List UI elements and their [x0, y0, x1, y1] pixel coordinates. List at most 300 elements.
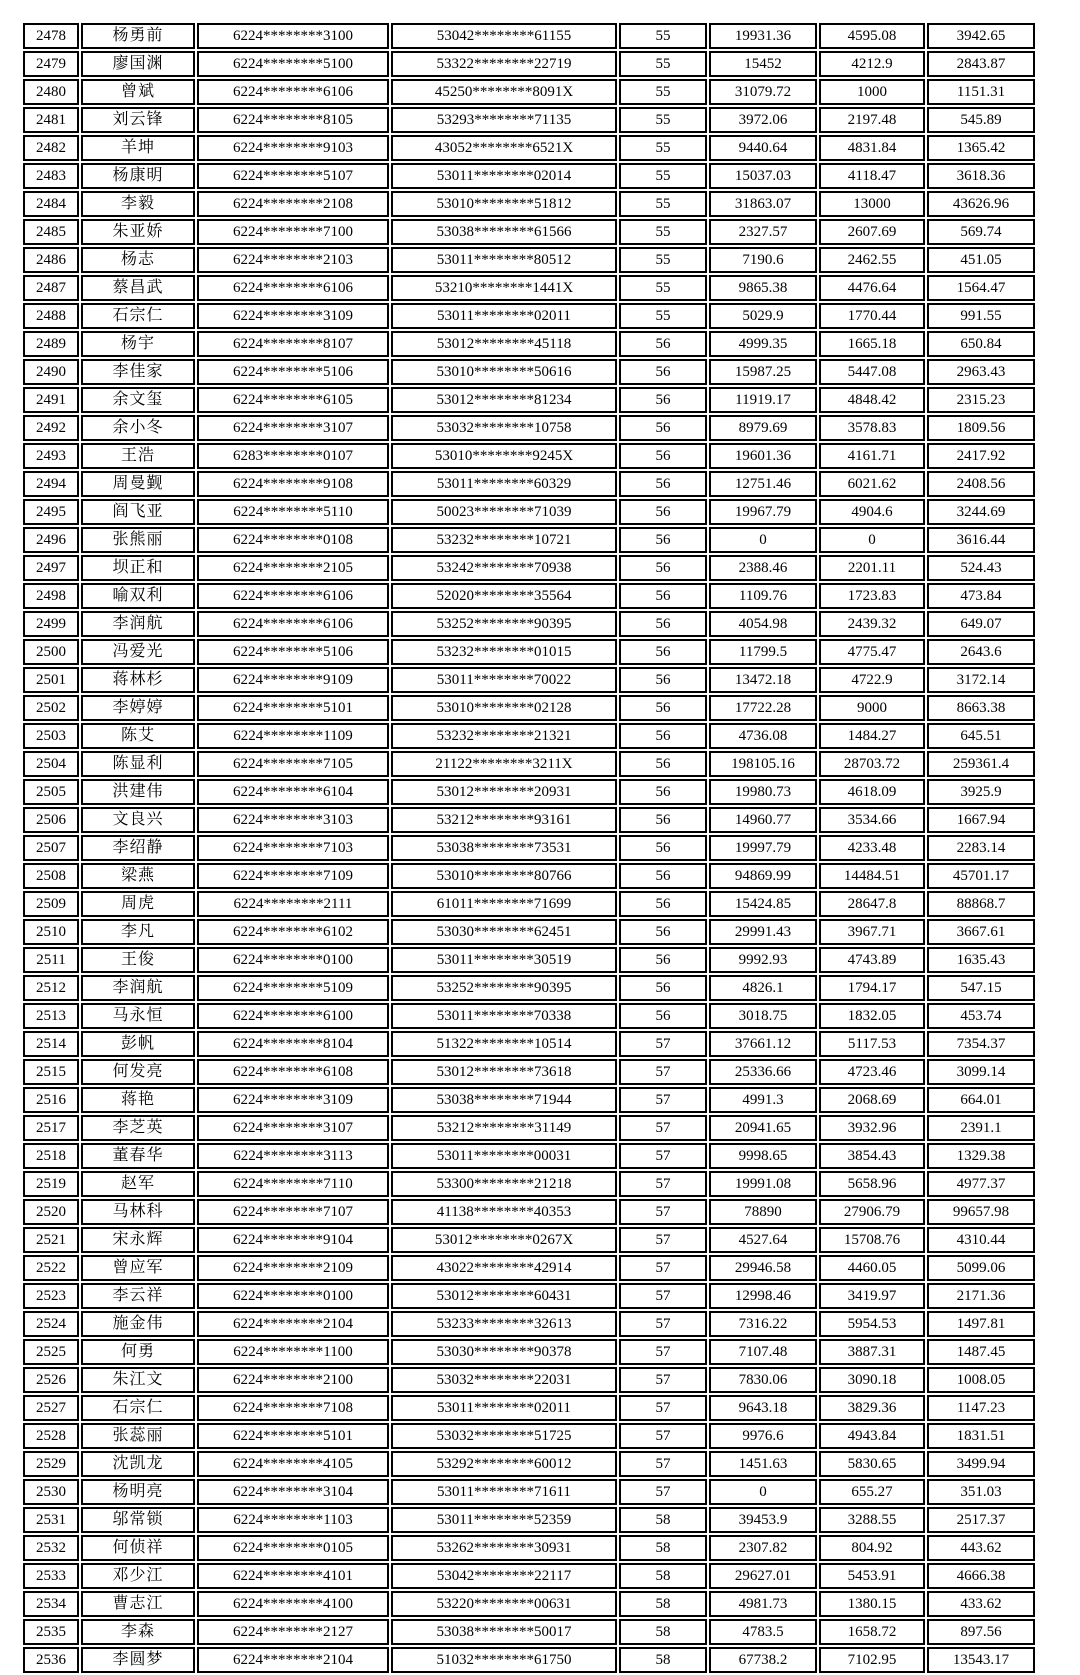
card-number-cell: 6224********6106: [197, 583, 389, 609]
card-number-cell: 6224********3104: [197, 1479, 389, 1505]
id-number-cell: 53012********81234: [391, 387, 617, 413]
amount-2-cell: 5830.65: [819, 1451, 925, 1477]
amount-3-cell: 13543.17: [927, 1647, 1035, 1673]
amount-2-cell: 4212.9: [819, 51, 925, 77]
age-cell: 57: [619, 1227, 707, 1253]
amount-1-cell: 9992.93: [709, 947, 817, 973]
name-cell: 石宗仁: [81, 1395, 195, 1421]
name-cell: 李云祥: [81, 1283, 195, 1309]
amount-1-cell: 9440.64: [709, 135, 817, 161]
table-row: [23, 499, 1035, 525]
id-number-cell: 53210********1441X: [391, 275, 617, 301]
amount-1-cell: 31863.07: [709, 191, 817, 217]
name-cell: 蒋艳: [81, 1087, 195, 1113]
amount-3-cell: 1147.23: [927, 1395, 1035, 1421]
id-number-cell: 41138********40353: [391, 1199, 617, 1225]
amount-3-cell: 2843.87: [927, 51, 1035, 77]
amount-2-cell: 4904.6: [819, 499, 925, 525]
amount-3-cell: 8663.38: [927, 695, 1035, 721]
table-row: [23, 331, 1035, 357]
name-cell: 曾斌: [81, 79, 195, 105]
row-number-cell: 2489: [23, 331, 79, 357]
table-row: [23, 1647, 1035, 1673]
row-number-cell: 2534: [23, 1591, 79, 1617]
amount-3-cell: 547.15: [927, 975, 1035, 1001]
name-cell: 何勇: [81, 1339, 195, 1365]
name-cell: 陈艾: [81, 723, 195, 749]
amount-1-cell: 31079.72: [709, 79, 817, 105]
age-cell: 55: [619, 219, 707, 245]
records-table-body: [23, 23, 1035, 1673]
amount-2-cell: 3090.18: [819, 1367, 925, 1393]
row-number-cell: 2508: [23, 863, 79, 889]
card-number-cell: 6224********9109: [197, 667, 389, 693]
name-cell: 李圆梦: [81, 1647, 195, 1673]
amount-1-cell: 15987.25: [709, 359, 817, 385]
card-number-cell: 6224********9103: [197, 135, 389, 161]
amount-2-cell: 2068.69: [819, 1087, 925, 1113]
row-number-cell: 2485: [23, 219, 79, 245]
name-cell: 杨勇前: [81, 23, 195, 49]
age-cell: 56: [619, 583, 707, 609]
row-number-cell: 2503: [23, 723, 79, 749]
card-number-cell: 6224********6100: [197, 1003, 389, 1029]
card-number-cell: 6224********0105: [197, 1535, 389, 1561]
age-cell: 57: [619, 1255, 707, 1281]
amount-3-cell: 569.74: [927, 219, 1035, 245]
card-number-cell: 6224********1100: [197, 1339, 389, 1365]
row-number-cell: 2498: [23, 583, 79, 609]
age-cell: 56: [619, 471, 707, 497]
row-number-cell: 2520: [23, 1199, 79, 1225]
age-cell: 56: [619, 919, 707, 945]
table-row: [23, 415, 1035, 441]
name-cell: 李婷婷: [81, 695, 195, 721]
card-number-cell: 6224********9108: [197, 471, 389, 497]
amount-2-cell: 3288.55: [819, 1507, 925, 1533]
id-number-cell: 53232********21321: [391, 723, 617, 749]
table-row: [23, 247, 1035, 273]
card-number-cell: 6224********3109: [197, 303, 389, 329]
id-number-cell: 53011********02011: [391, 303, 617, 329]
age-cell: 56: [619, 891, 707, 917]
id-number-cell: 43052********6521X: [391, 135, 617, 161]
age-cell: 56: [619, 443, 707, 469]
table-row: [23, 23, 1035, 49]
card-number-cell: 6224********3107: [197, 1115, 389, 1141]
age-cell: 56: [619, 359, 707, 385]
age-cell: 56: [619, 499, 707, 525]
card-number-cell: 6224********6108: [197, 1059, 389, 1085]
age-cell: 56: [619, 975, 707, 1001]
table-row: [23, 1003, 1035, 1029]
table-row: [23, 639, 1035, 665]
age-cell: 56: [619, 331, 707, 357]
table-row: [23, 443, 1035, 469]
amount-3-cell: 1667.94: [927, 807, 1035, 833]
id-number-cell: 53212********93161: [391, 807, 617, 833]
name-cell: 施金伟: [81, 1311, 195, 1337]
name-cell: 彭帆: [81, 1031, 195, 1057]
table-row: [23, 891, 1035, 917]
age-cell: 56: [619, 863, 707, 889]
row-number-cell: 2493: [23, 443, 79, 469]
card-number-cell: 6224********4100: [197, 1591, 389, 1617]
amount-1-cell: 14960.77: [709, 807, 817, 833]
name-cell: 李芝英: [81, 1115, 195, 1141]
amount-1-cell: 29627.01: [709, 1563, 817, 1589]
amount-1-cell: 198105.16: [709, 751, 817, 777]
table-row: [23, 947, 1035, 973]
card-number-cell: 6224********2108: [197, 191, 389, 217]
id-number-cell: 53012********73618: [391, 1059, 617, 1085]
amount-2-cell: 1484.27: [819, 723, 925, 749]
amount-3-cell: 3925.9: [927, 779, 1035, 805]
amount-3-cell: 3667.61: [927, 919, 1035, 945]
id-number-cell: 53233********32613: [391, 1311, 617, 1337]
name-cell: 董春华: [81, 1143, 195, 1169]
amount-1-cell: 19601.36: [709, 443, 817, 469]
amount-3-cell: 2315.23: [927, 387, 1035, 413]
table-row: [23, 1227, 1035, 1253]
table-row: [23, 975, 1035, 1001]
card-number-cell: 6224********2127: [197, 1619, 389, 1645]
row-number-cell: 2499: [23, 611, 79, 637]
table-row: [23, 1283, 1035, 1309]
amount-3-cell: 2643.6: [927, 639, 1035, 665]
row-number-cell: 2479: [23, 51, 79, 77]
age-cell: 57: [619, 1199, 707, 1225]
amount-2-cell: 4460.05: [819, 1255, 925, 1281]
table-row: [23, 135, 1035, 161]
table-row: [23, 51, 1035, 77]
amount-2-cell: 1658.72: [819, 1619, 925, 1645]
name-cell: 喻双利: [81, 583, 195, 609]
amount-3-cell: 7354.37: [927, 1031, 1035, 1057]
age-cell: 56: [619, 1003, 707, 1029]
amount-3-cell: 2963.43: [927, 359, 1035, 385]
card-number-cell: 6224********2103: [197, 247, 389, 273]
name-cell: 朱亚娇: [81, 219, 195, 245]
amount-2-cell: 5117.53: [819, 1031, 925, 1057]
row-number-cell: 2518: [23, 1143, 79, 1169]
id-number-cell: 53011********60329: [391, 471, 617, 497]
card-number-cell: 6224********8107: [197, 331, 389, 357]
table-row: [23, 1451, 1035, 1477]
name-cell: 余小冬: [81, 415, 195, 441]
amount-2-cell: 1794.17: [819, 975, 925, 1001]
card-number-cell: 6224********5110: [197, 499, 389, 525]
id-number-cell: 53012********60431: [391, 1283, 617, 1309]
amount-2-cell: 9000: [819, 695, 925, 721]
age-cell: 58: [619, 1591, 707, 1617]
id-number-cell: 53293********71135: [391, 107, 617, 133]
card-number-cell: 6224********5106: [197, 359, 389, 385]
row-number-cell: 2481: [23, 107, 79, 133]
amount-1-cell: 2327.57: [709, 219, 817, 245]
card-number-cell: 6283********0107: [197, 443, 389, 469]
amount-2-cell: 804.92: [819, 1535, 925, 1561]
card-number-cell: 6224********7103: [197, 835, 389, 861]
card-number-cell: 6224********9104: [197, 1227, 389, 1253]
id-number-cell: 51322********10514: [391, 1031, 617, 1057]
amount-3-cell: 443.62: [927, 1535, 1035, 1561]
row-number-cell: 2536: [23, 1647, 79, 1673]
amount-2-cell: 5954.53: [819, 1311, 925, 1337]
amount-2-cell: 2462.55: [819, 247, 925, 273]
row-number-cell: 2515: [23, 1059, 79, 1085]
row-number-cell: 2533: [23, 1563, 79, 1589]
table-row: [23, 835, 1035, 861]
card-number-cell: 6224********3109: [197, 1087, 389, 1113]
name-cell: 马永恒: [81, 1003, 195, 1029]
row-number-cell: 2530: [23, 1479, 79, 1505]
id-number-cell: 53010********02128: [391, 695, 617, 721]
id-number-cell: 52020********35564: [391, 583, 617, 609]
age-cell: 56: [619, 611, 707, 637]
amount-1-cell: 3972.06: [709, 107, 817, 133]
age-cell: 57: [619, 1283, 707, 1309]
card-number-cell: 6224********3107: [197, 415, 389, 441]
amount-2-cell: 1832.05: [819, 1003, 925, 1029]
row-number-cell: 2484: [23, 191, 79, 217]
amount-1-cell: 19980.73: [709, 779, 817, 805]
row-number-cell: 2492: [23, 415, 79, 441]
table-row: [23, 1619, 1035, 1645]
age-cell: 55: [619, 135, 707, 161]
age-cell: 57: [619, 1395, 707, 1421]
row-number-cell: 2526: [23, 1367, 79, 1393]
table-row: [23, 1171, 1035, 1197]
card-number-cell: 6224********7105: [197, 751, 389, 777]
age-cell: 58: [619, 1619, 707, 1645]
amount-1-cell: 12751.46: [709, 471, 817, 497]
amount-3-cell: 3244.69: [927, 499, 1035, 525]
age-cell: 56: [619, 779, 707, 805]
id-number-cell: 53011********02014: [391, 163, 617, 189]
amount-2-cell: 2607.69: [819, 219, 925, 245]
id-number-cell: 53252********90395: [391, 611, 617, 637]
name-cell: 李佳家: [81, 359, 195, 385]
id-number-cell: 53011********52359: [391, 1507, 617, 1533]
amount-1-cell: 1109.76: [709, 583, 817, 609]
amount-1-cell: 19997.79: [709, 835, 817, 861]
amount-1-cell: 4991.3: [709, 1087, 817, 1113]
age-cell: 55: [619, 23, 707, 49]
card-number-cell: 6224********2104: [197, 1647, 389, 1673]
card-number-cell: 6224********4101: [197, 1563, 389, 1589]
records-table: [21, 21, 1037, 1675]
age-cell: 57: [619, 1423, 707, 1449]
amount-2-cell: 2439.32: [819, 611, 925, 637]
card-number-cell: 6224********8104: [197, 1031, 389, 1057]
row-number-cell: 2505: [23, 779, 79, 805]
id-number-cell: 53032********10758: [391, 415, 617, 441]
age-cell: 55: [619, 107, 707, 133]
id-number-cell: 53038********71944: [391, 1087, 617, 1113]
age-cell: 56: [619, 555, 707, 581]
age-cell: 57: [619, 1367, 707, 1393]
amount-3-cell: 664.01: [927, 1087, 1035, 1113]
name-cell: 邬常锁: [81, 1507, 195, 1533]
row-number-cell: 2491: [23, 387, 79, 413]
card-number-cell: 6224********7107: [197, 1199, 389, 1225]
age-cell: 55: [619, 247, 707, 273]
amount-3-cell: 3099.14: [927, 1059, 1035, 1085]
name-cell: 蔡昌武: [81, 275, 195, 301]
amount-3-cell: 1809.56: [927, 415, 1035, 441]
row-number-cell: 2519: [23, 1171, 79, 1197]
amount-2-cell: 28647.8: [819, 891, 925, 917]
amount-2-cell: 3578.83: [819, 415, 925, 441]
amount-2-cell: 4943.84: [819, 1423, 925, 1449]
id-number-cell: 53012********0267X: [391, 1227, 617, 1253]
amount-1-cell: 94869.99: [709, 863, 817, 889]
id-number-cell: 53322********22719: [391, 51, 617, 77]
id-number-cell: 53011********00031: [391, 1143, 617, 1169]
amount-2-cell: 15708.76: [819, 1227, 925, 1253]
amount-2-cell: 5658.96: [819, 1171, 925, 1197]
name-cell: 李绍静: [81, 835, 195, 861]
age-cell: 56: [619, 751, 707, 777]
table-row: [23, 1143, 1035, 1169]
amount-1-cell: 4826.1: [709, 975, 817, 1001]
id-number-cell: 53011********70022: [391, 667, 617, 693]
age-cell: 56: [619, 835, 707, 861]
card-number-cell: 6224********1109: [197, 723, 389, 749]
amount-1-cell: 4999.35: [709, 331, 817, 357]
amount-2-cell: 4618.09: [819, 779, 925, 805]
age-cell: 58: [619, 1647, 707, 1673]
row-number-cell: 2495: [23, 499, 79, 525]
amount-2-cell: 2201.11: [819, 555, 925, 581]
age-cell: 56: [619, 723, 707, 749]
name-cell: 刘云锋: [81, 107, 195, 133]
amount-3-cell: 2391.1: [927, 1115, 1035, 1141]
amount-2-cell: 4743.89: [819, 947, 925, 973]
amount-3-cell: 45701.17: [927, 863, 1035, 889]
row-number-cell: 2511: [23, 947, 79, 973]
document-sheet: [21, 21, 1037, 1675]
amount-3-cell: 433.62: [927, 1591, 1035, 1617]
amount-1-cell: 4054.98: [709, 611, 817, 637]
id-number-cell: 53011********71611: [391, 1479, 617, 1505]
table-row: [23, 527, 1035, 553]
amount-1-cell: 7830.06: [709, 1367, 817, 1393]
table-row: [23, 1311, 1035, 1337]
amount-1-cell: 4736.08: [709, 723, 817, 749]
amount-1-cell: 19931.36: [709, 23, 817, 49]
name-cell: 文良兴: [81, 807, 195, 833]
age-cell: 55: [619, 191, 707, 217]
name-cell: 宋永辉: [81, 1227, 195, 1253]
table-row: [23, 1115, 1035, 1141]
row-number-cell: 2494: [23, 471, 79, 497]
row-number-cell: 2517: [23, 1115, 79, 1141]
row-number-cell: 2532: [23, 1535, 79, 1561]
id-number-cell: 53010********80766: [391, 863, 617, 889]
name-cell: 周虎: [81, 891, 195, 917]
age-cell: 56: [619, 387, 707, 413]
table-row: [23, 191, 1035, 217]
name-cell: 石宗仁: [81, 303, 195, 329]
amount-1-cell: 37661.12: [709, 1031, 817, 1057]
row-number-cell: 2510: [23, 919, 79, 945]
id-number-cell: 45250********8091X: [391, 79, 617, 105]
row-number-cell: 2500: [23, 639, 79, 665]
id-number-cell: 53262********30931: [391, 1535, 617, 1561]
amount-1-cell: 15037.03: [709, 163, 817, 189]
id-number-cell: 53010********51812: [391, 191, 617, 217]
name-cell: 冯爱光: [81, 639, 195, 665]
id-number-cell: 53011********30519: [391, 947, 617, 973]
name-cell: 李毅: [81, 191, 195, 217]
amount-3-cell: 1831.51: [927, 1423, 1035, 1449]
name-cell: 赵军: [81, 1171, 195, 1197]
row-number-cell: 2512: [23, 975, 79, 1001]
amount-3-cell: 453.74: [927, 1003, 1035, 1029]
table-row: [23, 303, 1035, 329]
table-row: [23, 359, 1035, 385]
age-cell: 56: [619, 667, 707, 693]
amount-3-cell: 1635.43: [927, 947, 1035, 973]
card-number-cell: 6224********6104: [197, 779, 389, 805]
amount-3-cell: 3499.94: [927, 1451, 1035, 1477]
amount-2-cell: 3534.66: [819, 807, 925, 833]
table-row: [23, 1255, 1035, 1281]
name-cell: 朱江文: [81, 1367, 195, 1393]
amount-1-cell: 9976.6: [709, 1423, 817, 1449]
amount-1-cell: 11919.17: [709, 387, 817, 413]
age-cell: 56: [619, 415, 707, 441]
name-cell: 张蕊丽: [81, 1423, 195, 1449]
table-row: [23, 219, 1035, 245]
amount-1-cell: 5029.9: [709, 303, 817, 329]
name-cell: 李森: [81, 1619, 195, 1645]
id-number-cell: 53038********73531: [391, 835, 617, 861]
amount-3-cell: 99657.98: [927, 1199, 1035, 1225]
card-number-cell: 6224********3113: [197, 1143, 389, 1169]
table-row: [23, 1367, 1035, 1393]
amount-3-cell: 3172.14: [927, 667, 1035, 693]
amount-2-cell: 2197.48: [819, 107, 925, 133]
amount-1-cell: 7190.6: [709, 247, 817, 273]
row-number-cell: 2496: [23, 527, 79, 553]
name-cell: 余文玺: [81, 387, 195, 413]
age-cell: 55: [619, 163, 707, 189]
row-number-cell: 2524: [23, 1311, 79, 1337]
table-row: [23, 163, 1035, 189]
amount-1-cell: 19991.08: [709, 1171, 817, 1197]
amount-3-cell: 473.84: [927, 583, 1035, 609]
id-number-cell: 61011********71699: [391, 891, 617, 917]
amount-2-cell: 4595.08: [819, 23, 925, 49]
age-cell: 57: [619, 1059, 707, 1085]
row-number-cell: 2480: [23, 79, 79, 105]
age-cell: 56: [619, 947, 707, 973]
amount-3-cell: 2283.14: [927, 835, 1035, 861]
table-row: [23, 1507, 1035, 1533]
age-cell: 55: [619, 51, 707, 77]
age-cell: 58: [619, 1507, 707, 1533]
table-row: [23, 79, 1035, 105]
card-number-cell: 6224********3100: [197, 23, 389, 49]
amount-3-cell: 3616.44: [927, 527, 1035, 553]
row-number-cell: 2478: [23, 23, 79, 49]
age-cell: 56: [619, 639, 707, 665]
amount-2-cell: 655.27: [819, 1479, 925, 1505]
row-number-cell: 2509: [23, 891, 79, 917]
